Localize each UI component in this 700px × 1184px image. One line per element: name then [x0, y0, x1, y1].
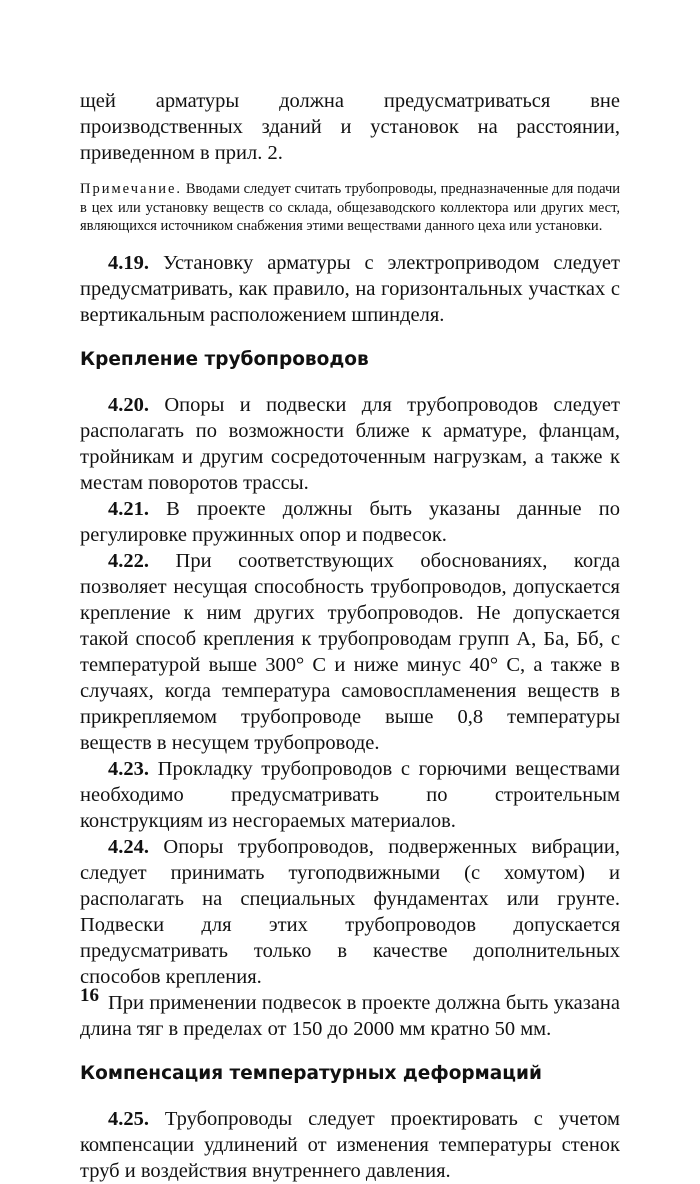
clause-4-21 [80, 496, 620, 548]
intro-paragraph: щей арматуры должна предусматриваться вне производственных зданий и установок на расстоянии, приведенном в прил. 2. [80, 90, 620, 164]
note-paragraph [80, 180, 620, 236]
clause-4-24 [80, 834, 620, 990]
clause-text: Опоры и подвески для трубопроводов следует располагать по возможности ближе к арматуре, фланцам, тройникам и другим сосредоточенным нагрузкам, а также к местам поворотов трассы. [80, 393, 620, 494]
clause-text: В проекте должны быть указаны данные по регулировке пружинных опор и подвесок. [80, 497, 620, 546]
clause-text: Опоры трубопроводов, подверженных вибрации, следует принимать тугоподвижными (с хомутом) и располагать на специальных фундаментах или грунте. Подвески для этих трубопроводов допускается предусматривать только в качестве дополнительных способов крепления. [80, 835, 620, 988]
note-lead: Примечание. [80, 181, 183, 197]
clause-number: 4.25. [108, 1107, 149, 1130]
clause-text: При соответствующих обоснованиях, когда позволяет несущая способность трубопроводов, допускается крепление к ним других трубопроводов. Не допускается такой способ крепления к трубопроводам групп А, Ба, Бб, с температурой выше 300° С и ниже минус 40° С, а также в случаях, когда температура самовоспламенения веществ в прикрепляемом трубопроводе выше 0,8 температуры веществ в несущем трубопроводе. [80, 549, 620, 754]
clause-number: 4.24. [108, 835, 149, 858]
clause-text: Установку арматуры с электроприводом следует предусматривать, как правило, на горизонтальных участках с вертикальным расположением шпинделя. [80, 251, 620, 326]
document-page [80, 88, 620, 1184]
clause-4-23 [80, 756, 620, 834]
clause-number: 4.20. [108, 393, 149, 416]
note-text: Вводами следует считать трубопроводы, предназначенные для подачи в цех или установку веществ со склада, общезаводского коллектора или других мест, являющихся источником снабжения этими веществами данного цеха или установки. [80, 181, 620, 234]
clause-text: Прокладку трубопроводов с горючими веществами необходимо предусматривать по строительным конструкциям из несгораемых материалов. [80, 757, 620, 832]
section-heading-pipe-fastening: Крепление трубопроводов [80, 348, 369, 370]
clause-4-22 [80, 548, 620, 756]
section-heading-temperature-compensation: Компенсация температурных деформаций [80, 1062, 542, 1084]
clause-number: 4.23. [108, 757, 149, 780]
clause-number: 4.21. [108, 497, 149, 520]
clause-4-24-continuation: При применении подвесок в проекте должна быть указана длина тяг в пределах от 150 до 2000 мм кратно 50 мм. [80, 991, 620, 1040]
clause-number: 4.19. [108, 251, 149, 274]
page-number: 16 [80, 985, 99, 1006]
clause-4-25 [80, 1106, 620, 1184]
clause-text: Трубопроводы следует проектировать с учетом компенсации удлинений от изменения температуры стенок труб и воздействия внутреннего давления. [80, 1107, 620, 1182]
clause-4-19 [80, 250, 620, 328]
clause-4-20 [80, 392, 620, 496]
clause-number: 4.22. [108, 549, 149, 572]
